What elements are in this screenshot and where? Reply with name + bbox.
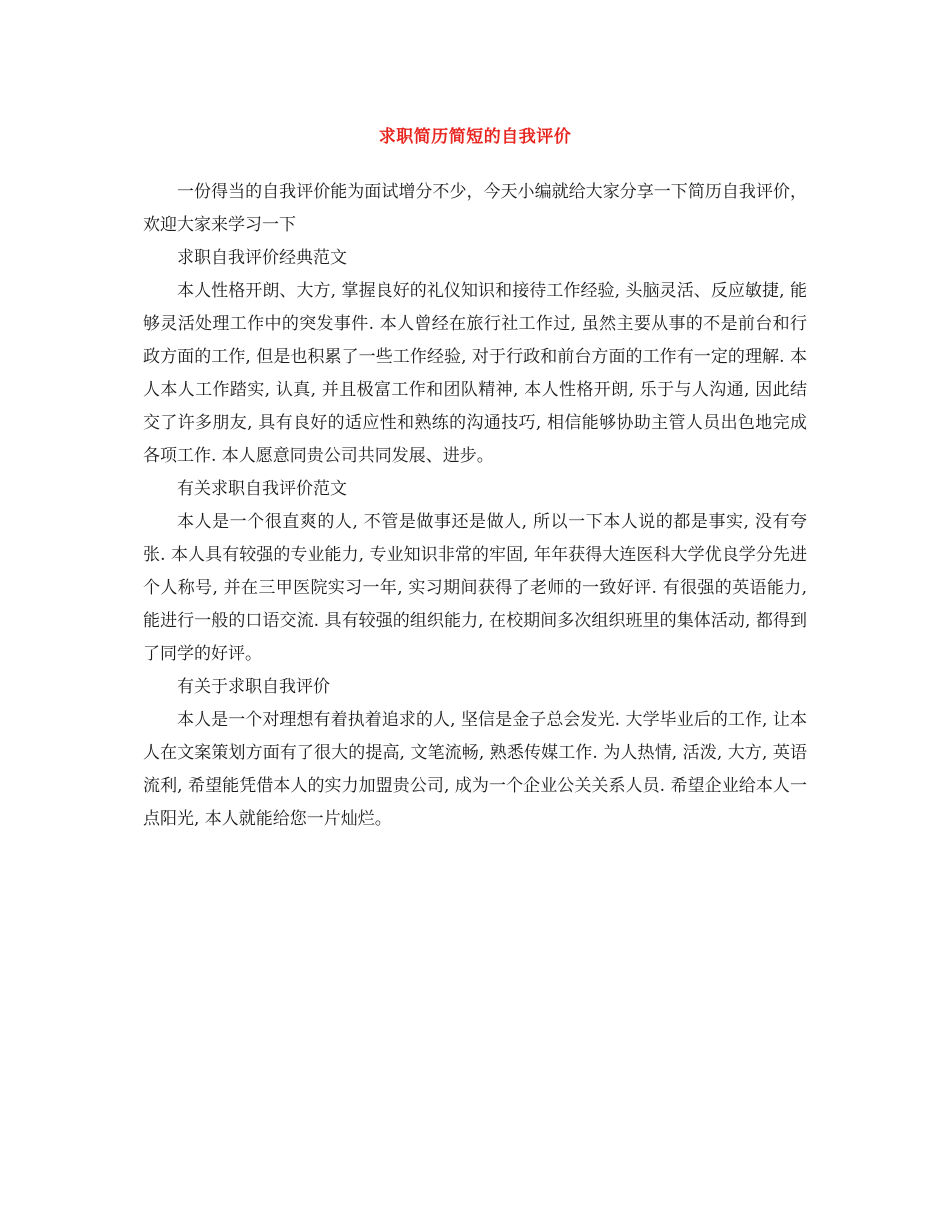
section-heading-related: 有关求职自我评价范文 xyxy=(177,479,347,499)
intro-paragraph: 一份得当的自我评价能为面试增分不少，今天小编就给大家分享一下简历自我评价，欢迎大家来学习一下 xyxy=(143,182,807,235)
document-title: 求职简历简短的自我评价 xyxy=(378,127,572,147)
section-body-related: 本人是一个很直爽的人, 不管是做事还是做人, 所以一下本人说的都是事实, 没有夸张. 本人具有较强的专业能力, 专业知识非常的牢固, 年年获得大连医科大学优良学分先进个人称号, 并在三甲医院实习一年, 实习期间获得了老师的一致好评. 有很强的英语能力, 能进行一般的口语交流. 具有较强的组织能力, 在校期间多次组织班里的集体活动, 都得到了同学的好评。 xyxy=(143,512,807,664)
document-body xyxy=(143,176,807,836)
section-body-classic: 本人性格开朗、大方, 掌握良好的礼仪知识和接待工作经验, 头脑灵活、反应敏捷, 能够灵活处理工作中的突发事件. 本人曾经在旅行社工作过, 虽然主要从事的不是前台和行政方面的工作, 但是也积累了一些工作经验, 对于行政和前台方面的工作有一定的理解. 本人本人工作踏实, 认真, 并且极富工作和团队精神, 本人性格开朗, 乐于与人沟通, 因此结交了许多朋友, 具有良好的适应性和熟练的沟通技巧, 相信能够协助主管人员出色地完成各项工作. 本人愿意同贵公司共同发展、进步。 xyxy=(143,281,807,466)
section-heading-classic: 求职自我评价经典范文 xyxy=(177,248,347,268)
section-heading-about: 有关于求职自我评价 xyxy=(177,677,330,697)
document-page xyxy=(143,0,807,836)
section-body-about: 本人是一个对理想有着执着追求的人, 坚信是金子总会发光. 大学毕业后的工作, 让本人在文案策划方面有了很大的提高, 文笔流畅, 熟悉传媒工作. 为人热情, 活泼, 大方, 英语流利, 希望能凭借本人的实力加盟贵公司, 成为一个企业公关关系人员. 希望企业给本人一点阳光, 本人就能给您一片灿烂。 xyxy=(143,710,807,829)
